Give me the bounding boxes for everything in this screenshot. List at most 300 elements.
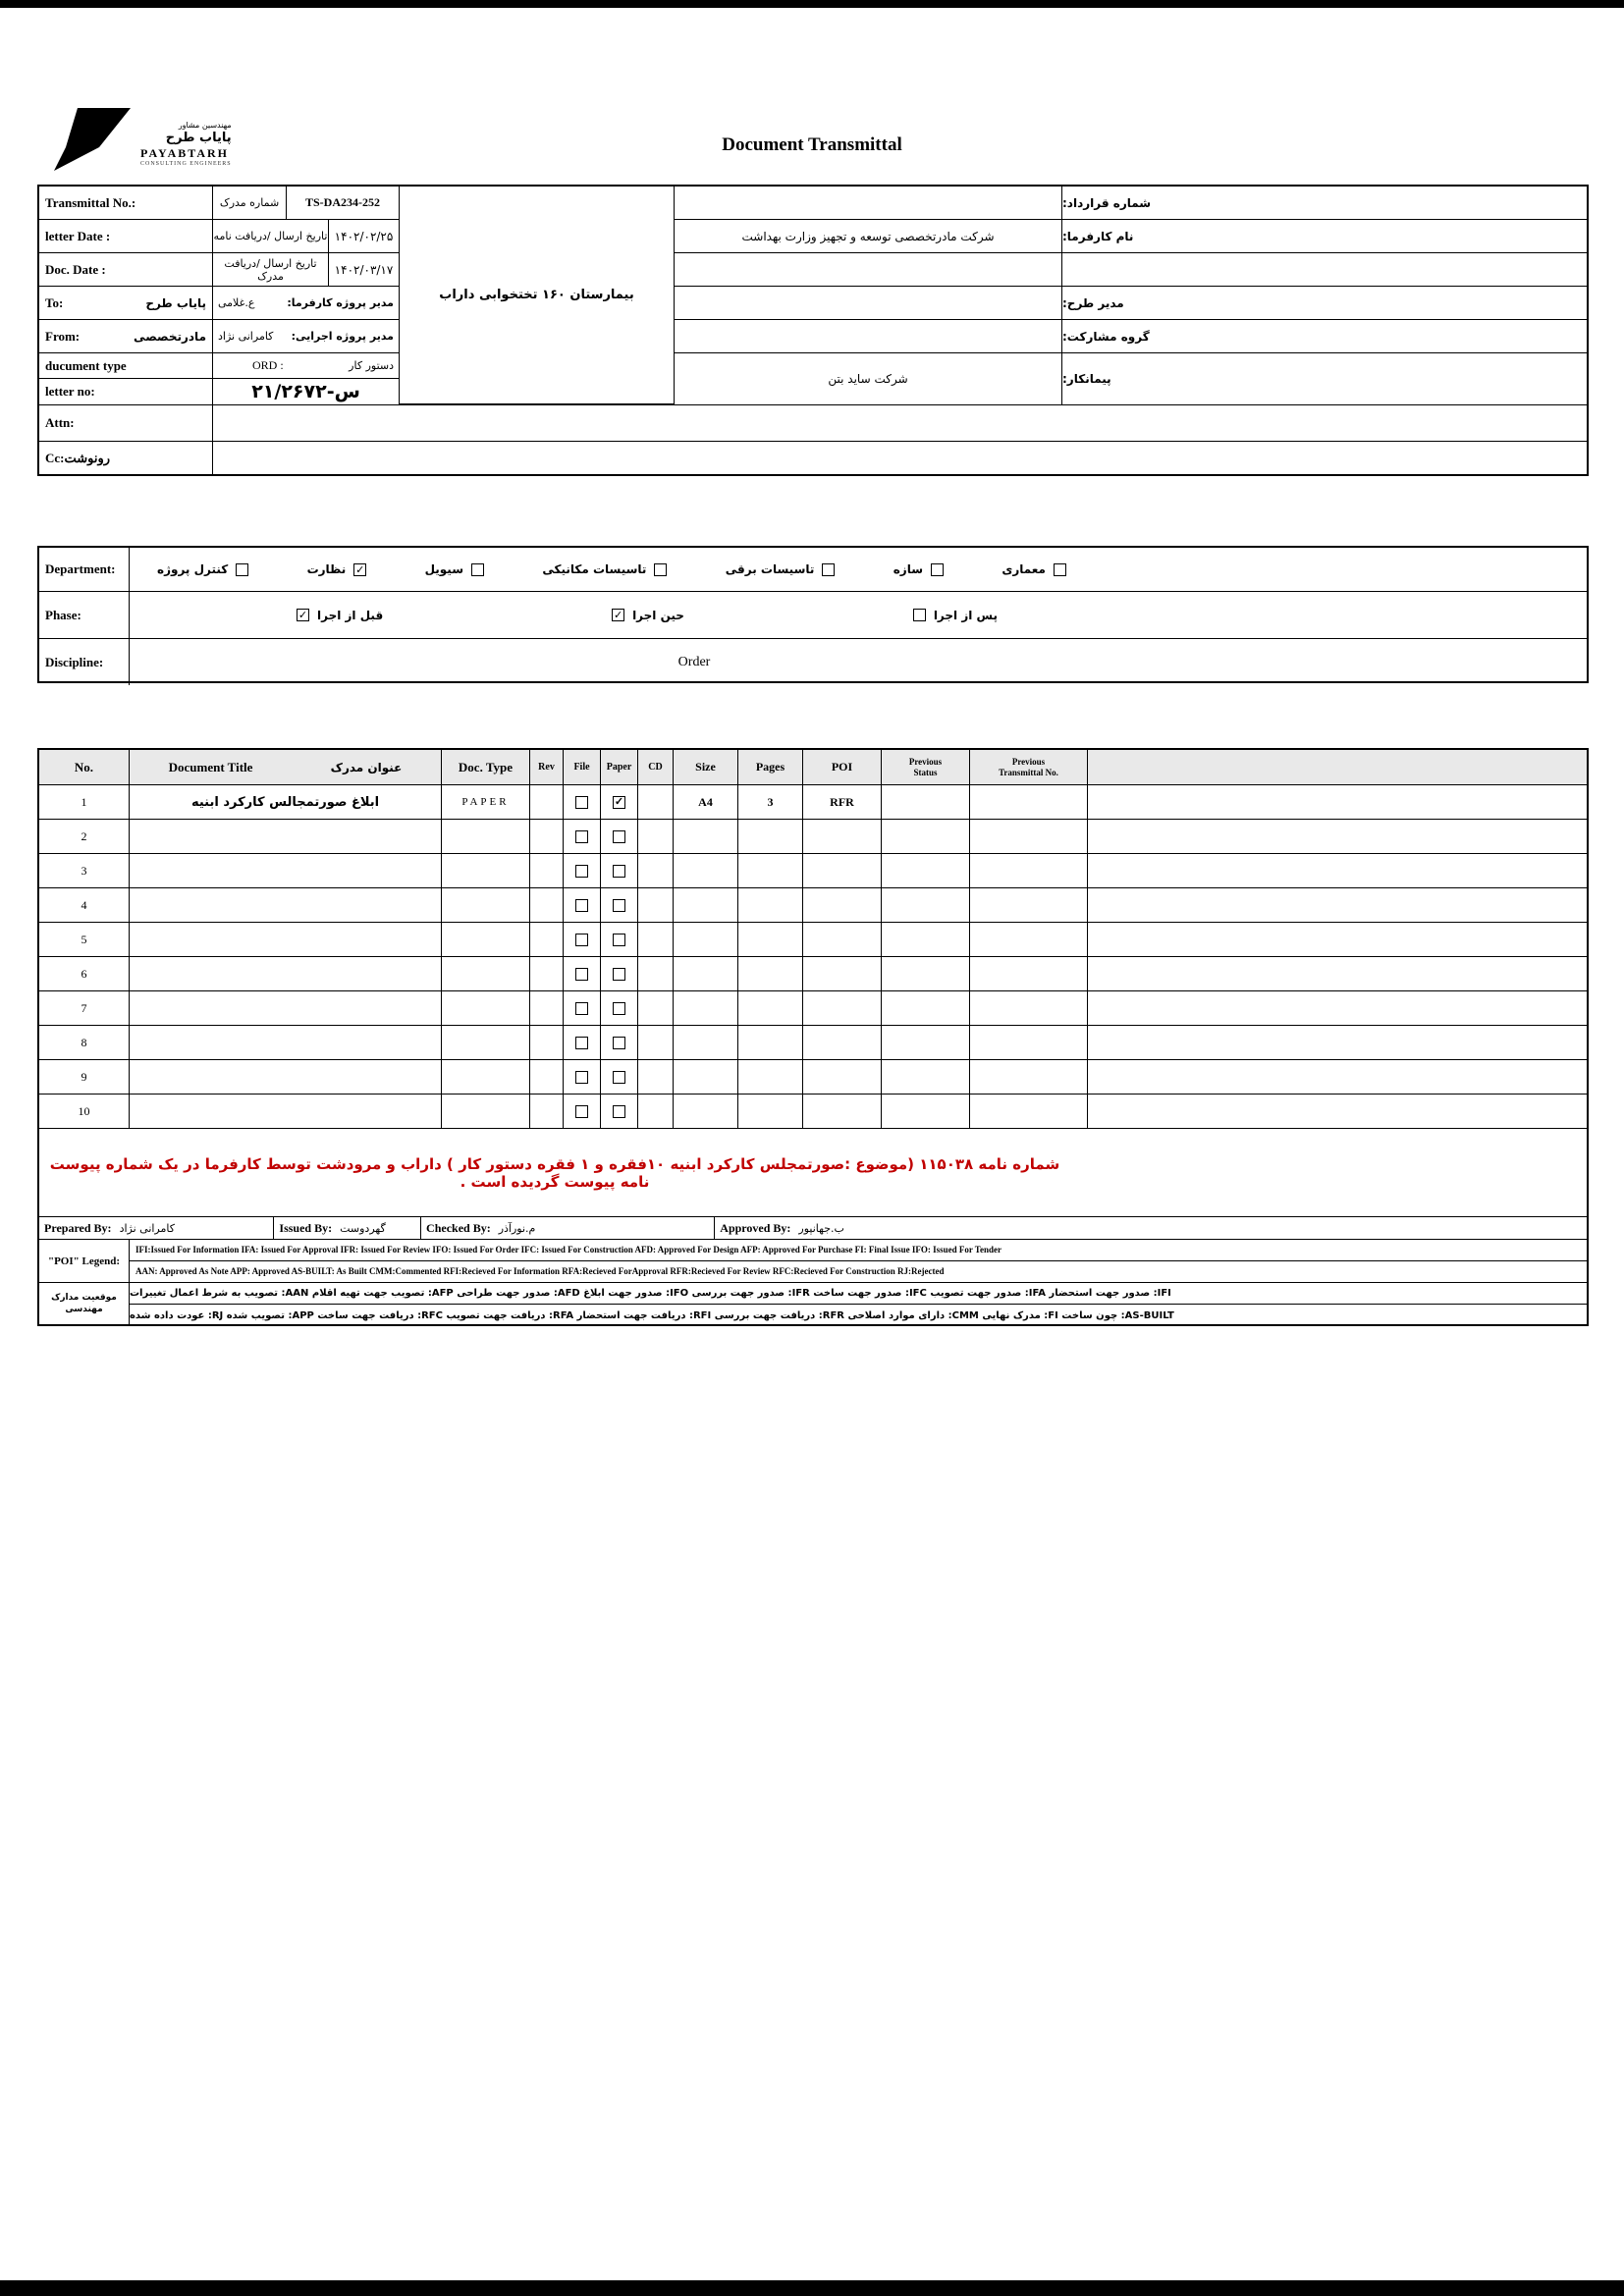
row-no: 9: [39, 1060, 130, 1094]
attn-row: [39, 404, 1587, 442]
row-size: [674, 820, 738, 853]
department-checkbox[interactable]: [471, 563, 484, 576]
department-item: [726, 562, 836, 576]
contractor-value: شرکت ساید بتن: [675, 353, 1062, 404]
row-pages: 3: [738, 785, 803, 819]
row-cd: [638, 888, 674, 922]
row-tail: [1088, 1026, 1587, 1059]
to-value: پایاب طرح: [145, 295, 206, 310]
row-file-cell: [564, 820, 601, 853]
phase-label: Phase:: [39, 592, 130, 638]
col-previous-status-line2: Status: [913, 767, 938, 777]
row-paper-cell: [601, 1060, 638, 1094]
row-no: 1: [39, 785, 130, 819]
fa-legend-line2: AS-BUILT: چون ساخت FI: مدرک نهایی CMM: دارای موارد اصلاحی RFR: دریافت جهت بررسی RFI: دریافت جهت استحضار RFA: دریافت جهت تصویب RFC: دریافت جهت ساخت APP: تصویب شده RJ: عودت داده شده: [130, 1309, 1174, 1321]
row-no: 3: [39, 854, 130, 887]
row-no: 2: [39, 820, 130, 853]
department-item-label: نظارت: [306, 562, 347, 576]
department-item-label: سیویل: [424, 562, 464, 576]
row-size: A4: [674, 785, 738, 819]
department-item: [307, 562, 367, 576]
letter-no-label: letter no:: [39, 379, 213, 404]
row-size: [674, 1095, 738, 1128]
prepared-by-value: کامرانی نژاد: [119, 1221, 175, 1235]
transmittal-no-value: TS-DA234-252: [287, 187, 400, 219]
page-title: Document Transmittal: [722, 134, 902, 155]
row-file-cell: [564, 1060, 601, 1094]
row-file-cell: [564, 957, 601, 990]
row-cd: [638, 1095, 674, 1128]
row-cd: [638, 820, 674, 853]
logo-latin-sub: CONSULTING ENGINEERS: [140, 160, 232, 167]
row-paper-cell: [601, 785, 638, 819]
from-row: [39, 320, 213, 352]
paper-checkbox[interactable]: [613, 865, 625, 878]
file-checkbox[interactable]: [575, 1037, 588, 1049]
client-pm-value: ع.غلامی: [218, 296, 255, 309]
from-label: From:: [45, 328, 81, 344]
cc-value: [213, 442, 1587, 474]
transmittal-no-label: Transmittal No.:: [39, 187, 213, 219]
department-item: [1001, 562, 1066, 576]
row-rev: [530, 1026, 564, 1059]
row-rev: [530, 888, 564, 922]
row-pages: [738, 991, 803, 1025]
doc-table-body: [39, 785, 1587, 1129]
department-item-label: سازه: [893, 562, 924, 576]
row-paper-cell: [601, 923, 638, 956]
department-item: [542, 562, 667, 576]
checked-by-value: م.نورآذر: [498, 1221, 536, 1235]
row-title: ابلاغ صورتمجالس کارکرد ابنیه: [130, 785, 442, 819]
department-checkbox[interactable]: [654, 563, 667, 576]
row-tail: [1088, 888, 1587, 922]
row-poi: [803, 820, 882, 853]
table-row: [39, 785, 1587, 820]
row-rev: [530, 820, 564, 853]
paper-checkbox[interactable]: [613, 1105, 625, 1118]
row-tail: [1088, 820, 1587, 853]
issued-by-label: Issued By:: [279, 1220, 333, 1235]
doc-date-label-fa: تاریخ ارسال /دریافت مدرک: [213, 253, 329, 286]
row-file-cell: [564, 785, 601, 819]
row-size: [674, 1060, 738, 1094]
classification-table: [37, 546, 1589, 683]
row-previous-transmittal: [970, 888, 1088, 922]
phase-item: [612, 609, 684, 622]
row-previous-status: [882, 785, 970, 819]
paper-checkbox[interactable]: [613, 1071, 625, 1084]
row-rev: [530, 1095, 564, 1128]
paper-checkbox[interactable]: [613, 934, 625, 946]
row-poi: [803, 991, 882, 1025]
row-previous-status: [882, 991, 970, 1025]
letter-date-label: letter Date :: [39, 220, 213, 252]
row-pages: [738, 888, 803, 922]
department-checkbox[interactable]: [1054, 563, 1066, 576]
col-rev: Rev: [530, 750, 564, 784]
department-options: [130, 548, 1587, 591]
logo-fa-line1: مهندسین مشاور: [178, 120, 232, 130]
col-title-en: Document Title: [168, 759, 253, 774]
document-type-fa: دستور کار: [349, 359, 394, 372]
row-cd: [638, 785, 674, 819]
approved-by-label: Approved By:: [720, 1220, 791, 1235]
row-size: [674, 1026, 738, 1059]
row-paper-cell: [601, 854, 638, 887]
to-label: To:: [45, 294, 64, 310]
row-cd: [638, 1060, 674, 1094]
department-row: [39, 548, 1587, 592]
paper-checkbox[interactable]: ✓: [614, 795, 624, 808]
col-cd: CD: [638, 750, 674, 784]
client-pm-cell: [213, 287, 400, 319]
row-paper-cell: [601, 957, 638, 990]
issued-by-cell: [274, 1217, 421, 1239]
row-paper-cell: [601, 888, 638, 922]
approved-by-value: ب.جهانپور: [798, 1221, 844, 1235]
file-checkbox[interactable]: [575, 934, 588, 946]
document-type-cell: [213, 353, 400, 378]
from-value: مادرتخصصی: [134, 329, 206, 344]
row-cd: [638, 1026, 674, 1059]
row-file-cell: [564, 854, 601, 887]
doc-table-header: [39, 750, 1587, 785]
row-previous-transmittal: [970, 1060, 1088, 1094]
department-checkbox[interactable]: [822, 563, 835, 576]
design-manager-value: [675, 287, 1062, 319]
scan-edge-top: [0, 0, 1624, 8]
department-item: [157, 562, 248, 576]
row-no: 5: [39, 923, 130, 956]
discipline-label: Discipline:: [39, 639, 130, 685]
discipline-value: Order: [677, 654, 711, 669]
row-size: [674, 957, 738, 990]
row-title: [130, 991, 442, 1025]
file-checkbox[interactable]: [575, 1071, 588, 1084]
design-manager-label: مدیر طرح:: [1062, 295, 1124, 310]
row-tail: [1088, 1060, 1587, 1094]
table-row: [39, 820, 1587, 854]
row-file-cell: [564, 888, 601, 922]
file-checkbox[interactable]: [575, 830, 588, 843]
row-previous-transmittal: [970, 854, 1088, 887]
exec-pm-label: مدیر پروژه اجرایی:: [291, 330, 394, 343]
file-checkbox[interactable]: [575, 1002, 588, 1015]
row-previous-status: [882, 1095, 970, 1128]
row-doc-type: [442, 1060, 530, 1094]
row-size: [674, 854, 738, 887]
partnership-value: [675, 320, 1062, 352]
note-row: [39, 1129, 1587, 1217]
transmittal-info-left: [39, 187, 400, 404]
document-type-value: ORD :: [252, 358, 284, 372]
row-paper-cell: [601, 820, 638, 853]
document-list-table: [37, 748, 1589, 1326]
phase-checkbox[interactable]: ✓: [298, 609, 308, 621]
cc-row: [39, 442, 1587, 474]
row-no: 6: [39, 957, 130, 990]
row-rev: [530, 1060, 564, 1094]
poi-legend-line2: AAN: Approved As Note APP: Approved AS-BUILT: As Built CMM:Commented RFI:Recieved For Information RFA:Recieved ForApproval RFR:Recieved For Review RFC:Recieved For Construction RJ:Rejected: [135, 1266, 945, 1277]
col-pages: Pages: [738, 750, 803, 784]
phase-options: [130, 592, 1587, 638]
row-pages: [738, 957, 803, 990]
fa-legend-block: [39, 1283, 1587, 1326]
row-previous-status: [882, 888, 970, 922]
row-poi: [803, 1060, 882, 1094]
row-cd: [638, 923, 674, 956]
row-doc-type: [442, 1095, 530, 1128]
phase-checkbox[interactable]: ✓: [613, 609, 623, 621]
row-poi: RFR: [803, 785, 882, 819]
row-doc-type: [442, 854, 530, 887]
col-size: Size: [674, 750, 738, 784]
row-file-cell: [564, 1026, 601, 1059]
row-previous-status: [882, 923, 970, 956]
row-rev: [530, 991, 564, 1025]
row-previous-status: [882, 957, 970, 990]
row-previous-transmittal: [970, 957, 1088, 990]
table-row: [39, 1026, 1587, 1060]
phase-item-label: حین اجرا: [632, 608, 684, 622]
file-checkbox[interactable]: [575, 899, 588, 912]
col-no: No.: [39, 750, 130, 784]
document-type-label: ducument type: [39, 353, 213, 378]
row-doc-type: PAPER: [442, 785, 530, 819]
approved-by-cell: [715, 1217, 1587, 1239]
signatures-row: [39, 1217, 1587, 1240]
issued-by-value: گهردوست: [340, 1221, 386, 1235]
department-item: [893, 562, 944, 576]
department-item-label: تاسیسات برقی: [725, 562, 815, 576]
contract-no-label: شماره قرارداد:: [1062, 195, 1152, 210]
row-title: [130, 1060, 442, 1094]
row-doc-type: [442, 888, 530, 922]
row-pages: [738, 854, 803, 887]
table-row: [39, 1095, 1587, 1129]
cc-label: Cc:رونوشت: [39, 442, 213, 474]
row-previous-status: [882, 854, 970, 887]
row-previous-status: [882, 1026, 970, 1059]
department-item: [425, 562, 484, 576]
partnership-label: گروه مشارکت:: [1062, 329, 1150, 344]
col-previous-transmittal-line1: Previous: [1011, 756, 1046, 767]
fa-legend-label: موقعیت مدارک مهندسی: [39, 1283, 130, 1326]
row-pages: [738, 1026, 803, 1059]
col-poi: POI: [803, 750, 882, 784]
row-no: 4: [39, 888, 130, 922]
poi-legend-line1: IFI:Issued For Information IFA: Issued For Approval IFR: Issued For Review IFO: Issued For Order IFC: Issued For Construction AFD: Approved For Design AFP: Approved For Purchase FI: Final Issue IFO: Issued For Tender: [130, 1240, 1587, 1261]
row-title: [130, 820, 442, 853]
letter-date-value: ۱۴۰۲/۰۲/۲۵: [329, 220, 400, 252]
row-poi: [803, 888, 882, 922]
row-previous-transmittal: [970, 785, 1088, 819]
row-previous-transmittal: [970, 820, 1088, 853]
poi-legend-block: [39, 1240, 1587, 1283]
department-item-label: تاسیسات مکانیکی: [542, 562, 647, 576]
col-tail: [1088, 750, 1587, 784]
col-previous-transmittal-line2: Transmittal No.: [999, 767, 1058, 777]
row-file-cell: [564, 1095, 601, 1128]
row-no: 7: [39, 991, 130, 1025]
scan-edge-bottom: [0, 2280, 1624, 2296]
row-poi: [803, 1026, 882, 1059]
row-rev: [530, 785, 564, 819]
row-rev: [530, 923, 564, 956]
row-tail: [1088, 923, 1587, 956]
col-title-fa: عنوان مدرک: [330, 760, 403, 774]
department-checkbox[interactable]: [931, 563, 944, 576]
row-size: [674, 991, 738, 1025]
prepared-by-cell: [39, 1217, 274, 1239]
file-checkbox[interactable]: [575, 1105, 588, 1118]
client-name-label: نام کارفرما:: [1062, 229, 1134, 243]
phase-item-label: قبل از اجرا: [317, 608, 384, 622]
table-row: [39, 991, 1587, 1026]
project-name-cell: بیمارستان ۱۶۰ تختخوابی داراب: [400, 187, 675, 404]
row-doc-type: [442, 957, 530, 990]
client-name-value: شرکت مادرتخصصی توسعه و تجهیز وزارت بهداشت: [675, 220, 1062, 252]
row-title: [130, 1026, 442, 1059]
col-previous-transmittal: [970, 750, 1088, 784]
file-checkbox[interactable]: [575, 796, 588, 809]
logo-fa-line2: پایاب طرح: [165, 130, 232, 145]
doc-date-label: Doc. Date :: [39, 253, 213, 286]
file-checkbox[interactable]: [575, 865, 588, 878]
col-paper: Paper: [601, 750, 638, 784]
row-previous-status: [882, 1060, 970, 1094]
attn-value: [213, 405, 1587, 441]
row-rev: [530, 854, 564, 887]
paper-checkbox[interactable]: [613, 1037, 625, 1049]
row-no: 10: [39, 1095, 130, 1128]
row-tail: [1088, 957, 1587, 990]
row-pages: [738, 1095, 803, 1128]
exec-pm-value: کامرانی نژاد: [218, 330, 274, 343]
contract-no-value: [675, 187, 1062, 219]
department-checkbox[interactable]: [236, 563, 248, 576]
row-previous-transmittal: [970, 1026, 1088, 1059]
letter-no-value: ۲۱/۲۶۷۲-س: [213, 379, 400, 404]
table-row: [39, 957, 1587, 991]
row-rev: [530, 957, 564, 990]
phase-item-label: پس از اجرا: [933, 608, 998, 622]
row-previous-transmittal: [970, 923, 1088, 956]
attachment-note: شماره نامه ۱۱۵۰۳۸ (موضوع :صورتمجلس کارکرد ابنیه ۱۰فقره و ۱ فقره دستور کار ) داراب و مرودشت توسط کارفرما در یک شماره پیوست نامه پیوست گردیده است .: [49, 1154, 1060, 1191]
row-tail: [1088, 854, 1587, 887]
fa-legend-line1: IFI: صدور جهت استحضار IFA: صدور جهت تصویب IFC: صدور جهت ساخت IFR: صدور جهت بررسی IFO: صدور جهت ابلاغ AFD: صدور جهت طراحی AFP: تصویب جهت تهیه اقلام AAN: تصویب به شرط اعمال تغییرات: [130, 1283, 1587, 1305]
row-file-cell: [564, 991, 601, 1025]
row-pages: [738, 923, 803, 956]
contractor-label: پیمانکار:: [1062, 372, 1111, 386]
checked-by-cell: [421, 1217, 715, 1239]
table-row: [39, 854, 1587, 888]
row-previous-transmittal: [970, 991, 1088, 1025]
row-poi: [803, 854, 882, 887]
row-cd: [638, 991, 674, 1025]
table-row: [39, 923, 1587, 957]
paper-checkbox[interactable]: [613, 968, 625, 981]
discipline-row: [39, 639, 1587, 685]
row-poi: [803, 923, 882, 956]
department-label: Department:: [39, 548, 130, 591]
row-doc-type: [442, 820, 530, 853]
empty-value-cell: [675, 253, 1062, 286]
row-pages: [738, 1060, 803, 1094]
row-tail: [1088, 991, 1587, 1025]
phase-item: [297, 609, 383, 622]
client-pm-label: مدیر پروژه کارفرما:: [287, 296, 394, 309]
col-previous-status: [882, 750, 970, 784]
attn-label: Attn:: [39, 405, 213, 441]
department-item-label: کنترل پروژه: [157, 562, 229, 576]
row-tail: [1088, 785, 1587, 819]
row-tail: [1088, 1095, 1587, 1128]
row-paper-cell: [601, 1026, 638, 1059]
letter-date-label-fa: تاریخ ارسال /دریافت نامه: [213, 220, 329, 252]
row-paper-cell: [601, 991, 638, 1025]
to-row: [39, 287, 213, 319]
phase-checkbox[interactable]: [913, 609, 926, 621]
row-doc-type: [442, 1026, 530, 1059]
row-no: 8: [39, 1026, 130, 1059]
paper-checkbox[interactable]: [613, 899, 625, 912]
row-pages: [738, 820, 803, 853]
row-file-cell: [564, 923, 601, 956]
col-file: File: [564, 750, 601, 784]
row-title: [130, 957, 442, 990]
transmittal-info-table: [37, 185, 1589, 476]
transmittal-info-right: [675, 187, 1587, 404]
row-title: [130, 1095, 442, 1128]
phase-item: [913, 609, 998, 622]
exec-pm-cell: [213, 320, 400, 352]
col-title: [130, 750, 442, 784]
department-checkbox[interactable]: ✓: [355, 562, 365, 576]
row-title: [130, 923, 442, 956]
row-size: [674, 888, 738, 922]
poi-legend-label: "POI" Legend:: [39, 1240, 130, 1282]
logo-latin-name: PAYABTARH: [140, 145, 230, 160]
row-cd: [638, 854, 674, 887]
row-cd: [638, 957, 674, 990]
paper-checkbox[interactable]: [613, 1002, 625, 1015]
row-doc-type: [442, 991, 530, 1025]
col-previous-status-line1: Previous: [908, 756, 943, 767]
phase-row: [39, 592, 1587, 639]
row-poi: [803, 1095, 882, 1128]
row-title: [130, 854, 442, 887]
transmittal-no-label-fa: شماره مدرک: [213, 187, 287, 219]
row-size: [674, 923, 738, 956]
row-paper-cell: [601, 1095, 638, 1128]
doc-date-value: ۱۴۰۲/۰۳/۱۷: [329, 253, 400, 286]
row-title: [130, 888, 442, 922]
row-poi: [803, 957, 882, 990]
department-item-label: معماری: [1001, 562, 1046, 576]
row-doc-type: [442, 923, 530, 956]
prepared-by-label: Prepared By:: [44, 1220, 112, 1235]
empty-label-cell: [1062, 253, 1587, 286]
col-doc-type: Doc. Type: [442, 750, 530, 784]
table-row: [39, 888, 1587, 923]
row-previous-transmittal: [970, 1095, 1088, 1128]
row-previous-status: [882, 820, 970, 853]
file-checkbox[interactable]: [575, 968, 588, 981]
table-row: [39, 1060, 1587, 1095]
paper-checkbox[interactable]: [613, 830, 625, 843]
